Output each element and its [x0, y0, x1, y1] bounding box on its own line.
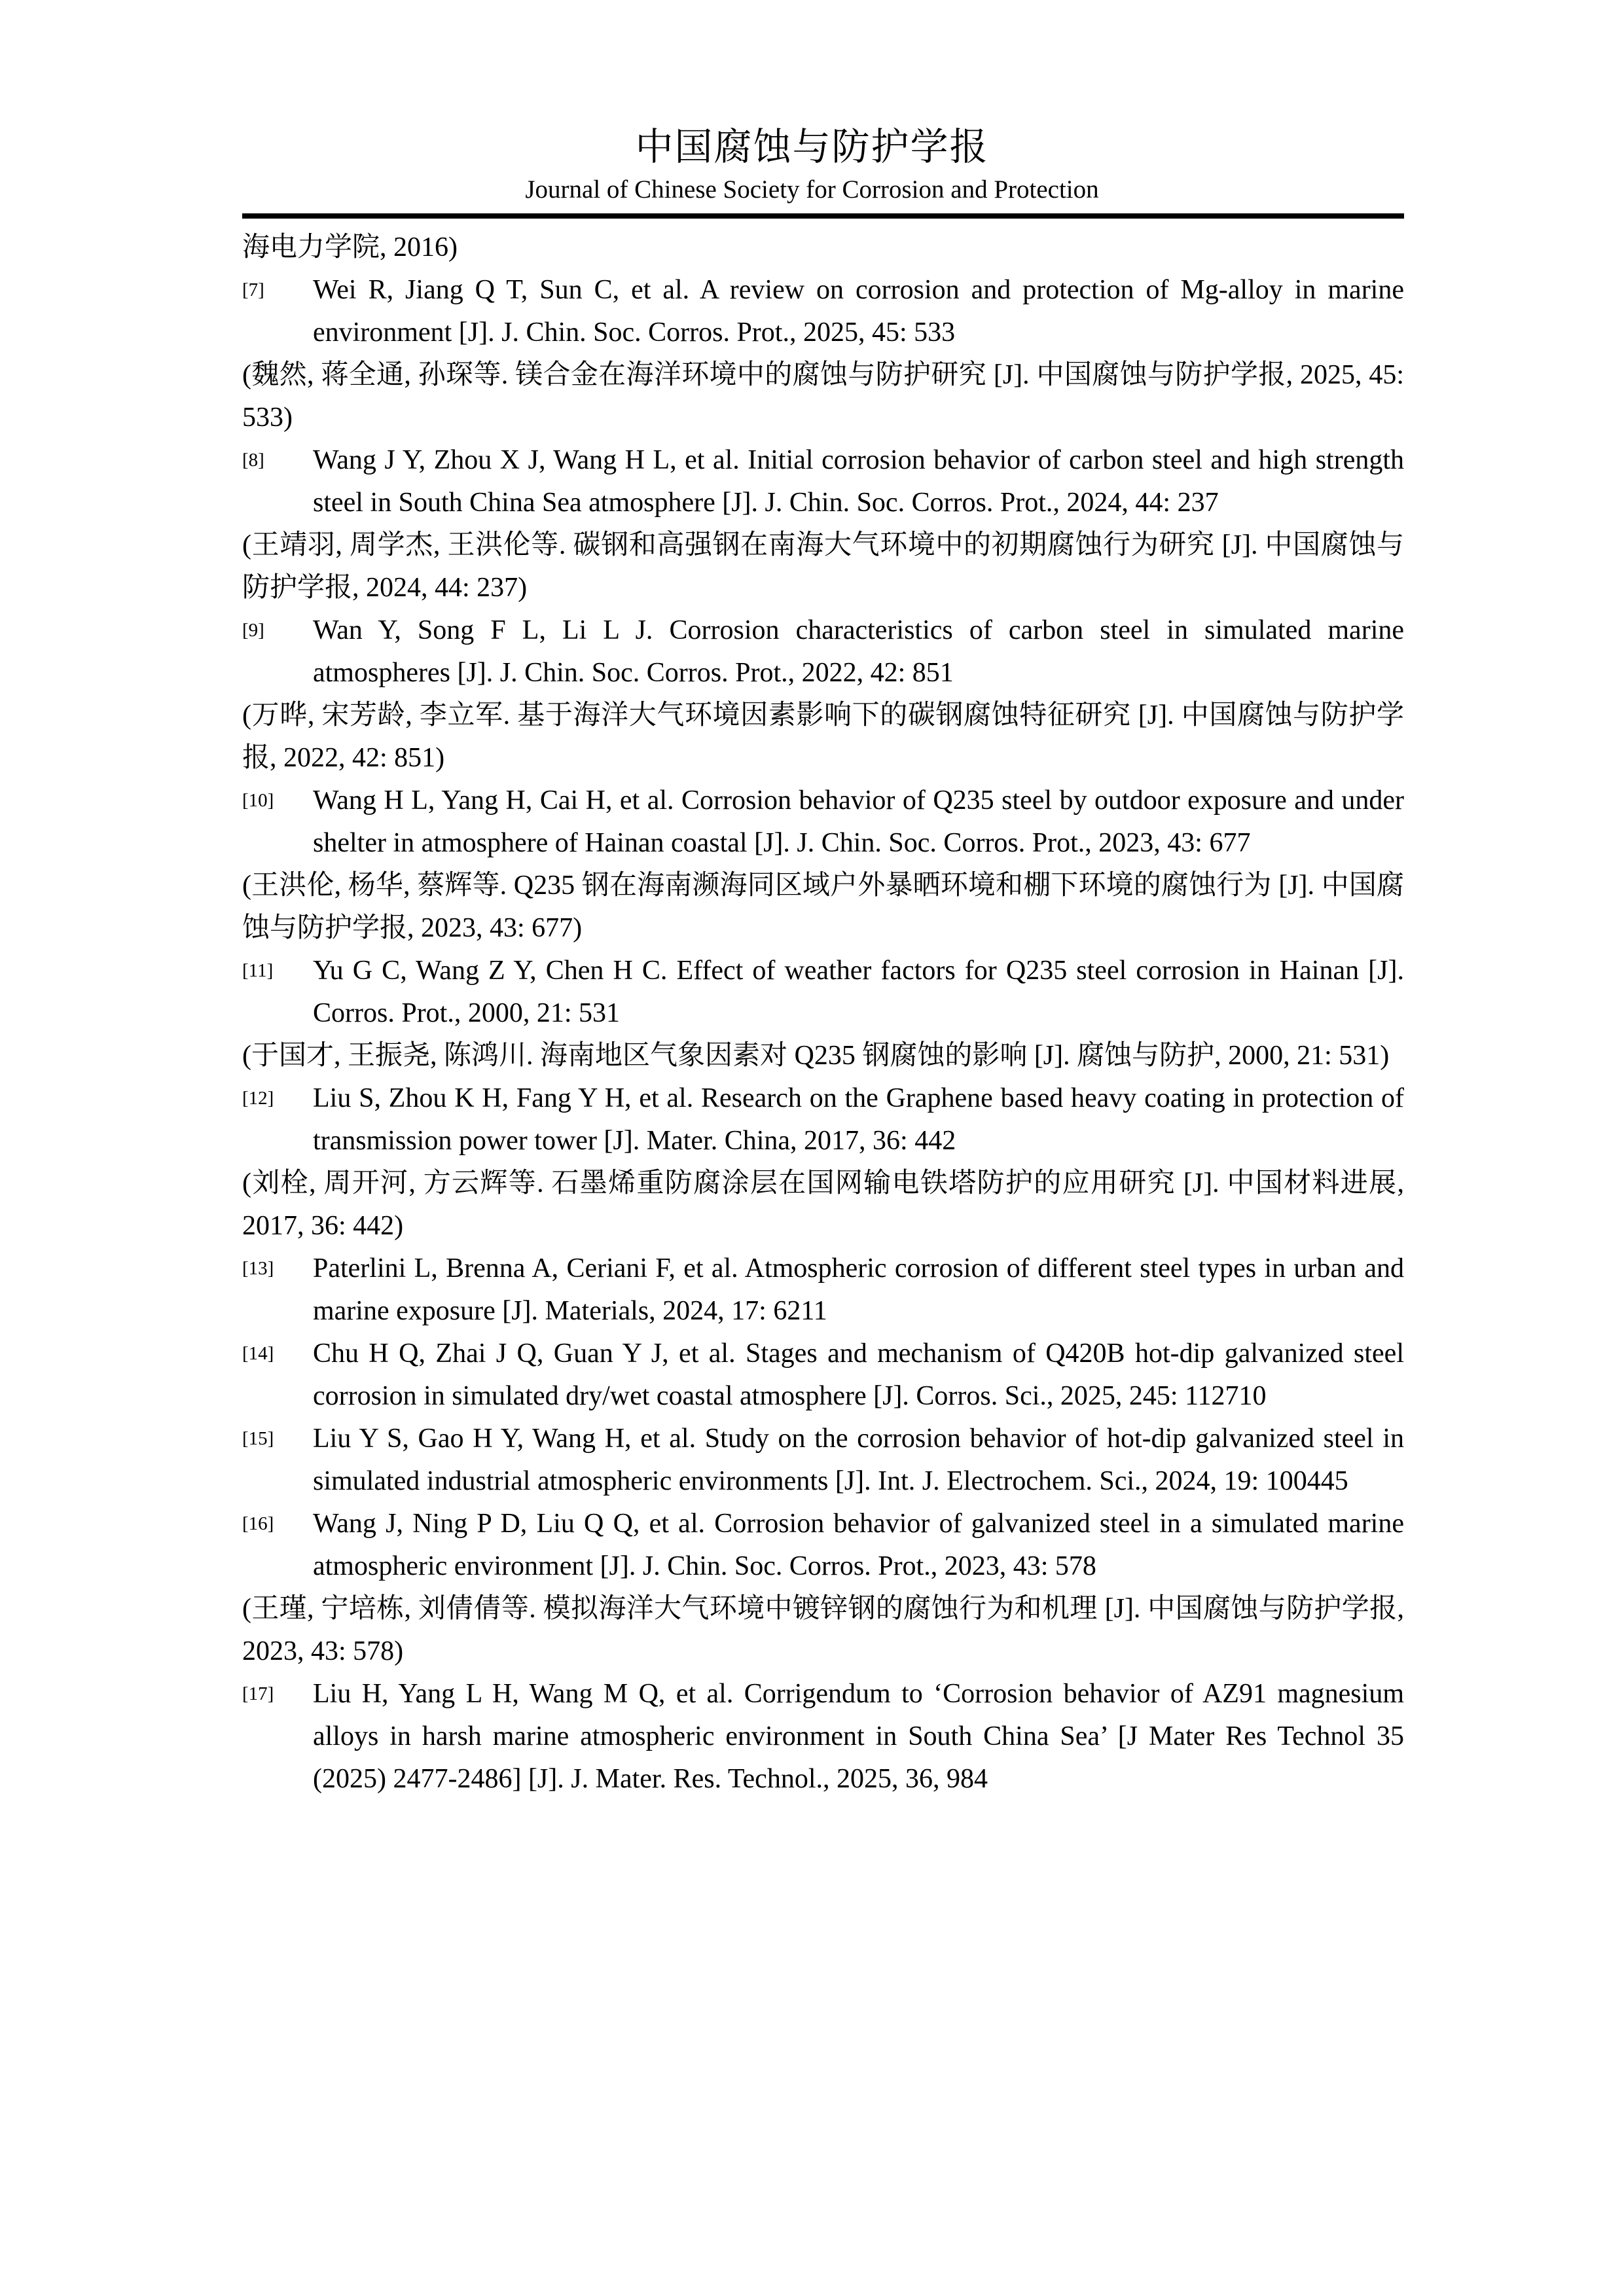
reference-number: [15] — [242, 1428, 274, 1449]
reference-number: [16] — [242, 1513, 274, 1534]
header-divider — [242, 213, 1404, 219]
reference-item-12 — [242, 1077, 1404, 1162]
reference-item-9 — [242, 609, 1404, 694]
reference-number: [9] — [242, 620, 264, 641]
reference-english-text: Liu Y S, Gao H Y, Wang H, et al. Study on the corrosion behavior of hot-dip galvanized steel in simulated industrial atmospheric environments [J]. Int. J. Electrochem. Sci., 2024, 19: 100445 — [313, 1424, 1404, 1496]
reference-chinese-text: (万晔, 宋芳龄, 李立军. 基于海洋大气环境因素影响下的碳钢腐蚀特征研究 [J]. 中国腐蚀与防护学报, 2022, 42: 851) — [242, 700, 1404, 773]
reference-chinese-text: (于国才, 王振尧, 陈鸿川. 海南地区气象因素对 Q235 钢腐蚀的影响 [J]. 腐蚀与防护, 2000, 21: 531) — [242, 1041, 1390, 1071]
journal-title-english: Journal of Chinese Society for Corrosion and Protection — [525, 175, 1099, 204]
reference-item-15 — [242, 1418, 1404, 1503]
reference-item-7 — [242, 269, 1404, 354]
reference-number: [8] — [242, 450, 264, 471]
reference-item-8 — [242, 439, 1404, 524]
reference-item-11 — [242, 950, 1404, 1035]
reference-item-13 — [242, 1247, 1404, 1333]
reference-english-text: Wei R, Jiang Q T, Sun C, et al. A review on corrosion and protection of Mg-alloy in marine environment [J]. J. Chin. Soc. Corros. Prot., 2025, 45: 533 — [313, 275, 1404, 348]
journal-title-chinese: 中国腐蚀与防护学报 — [635, 126, 989, 168]
reference-item-16 — [242, 1503, 1404, 1588]
reference-chinese-text: (刘栓, 周开河, 方云辉等. 石墨烯重防腐涂层在国网输电铁塔防护的应用研究 [J]. 中国材料进展, 2017, 36: 442) — [242, 1168, 1404, 1241]
reference-chinese-text: (魏然, 蒋全通, 孙琛等. 镁合金在海洋环境中的腐蚀与防护研究 [J]. 中国腐蚀与防护学报, 2025, 45: 533) — [242, 360, 1404, 433]
references-list — [242, 226, 1404, 1801]
reference-number: [14] — [242, 1343, 274, 1364]
continuation-line: 海电力学院, 2016) — [242, 232, 458, 262]
reference-english-text: Wang J, Ning P D, Liu Q Q, et al. Corrosion behavior of galvanized steel in a simulated marine atmospheric environment [J]. J. Chin. Soc. Corros. Prot., 2023, 43: 578 — [313, 1509, 1404, 1581]
page-header — [0, 0, 1624, 208]
reference-chinese-text: (王瑾, 宁培栋, 刘倩倩等. 模拟海洋大气环境中镀锌钢的腐蚀行为和机理 [J]. 中国腐蚀与防护学报, 2023, 43: 578) — [242, 1594, 1404, 1666]
reference-english-text: Wan Y, Song F L, Li L J. Corrosion characteristics of carbon steel in simulated marine atmospheres [J]. J. Chin. Soc. Corros. Prot., 2022, 42: 851 — [313, 615, 1404, 688]
reference-chinese-text: (王洪伦, 杨华, 蔡辉等. Q235 钢在海南濒海同区域户外暴晒环境和棚下环境的腐蚀行为 [J]. 中国腐蚀与防护学报, 2023, 43: 677) — [242, 870, 1404, 943]
reference-english-text: Wang H L, Yang H, Cai H, et al. Corrosion behavior of Q235 steel by outdoor exposure and under shelter in atmosphere of Hainan coastal [J]. J. Chin. Soc. Corros. Prot., 2023, 43: 677 — [313, 785, 1404, 858]
reference-english-text: Chu H Q, Zhai J Q, Guan Y J, et al. Stages and mechanism of Q420B hot-dip galvanized steel corrosion in simulated dry/wet coastal atmosphere [J]. Corros. Sci., 2025, 245: 112710 — [313, 1338, 1404, 1411]
reference-english-text: Paterlini L, Brenna A, Ceriani F, et al. Atmospheric corrosion of different steel types in urban and marine exposure [J]. Materials, 2024, 17: 6211 — [313, 1253, 1404, 1326]
reference-number: [12] — [242, 1088, 274, 1109]
reference-item-10 — [242, 780, 1404, 865]
reference-chinese-text: (王靖羽, 周学杰, 王洪伦等. 碳钢和高强钢在南海大气环境中的初期腐蚀行为研究 [J]. 中国腐蚀与防护学报, 2024, 44: 237) — [242, 530, 1404, 603]
reference-item-14 — [242, 1333, 1404, 1418]
reference-number: [13] — [242, 1258, 274, 1279]
reference-number: [10] — [242, 790, 274, 811]
reference-number: [7] — [242, 279, 264, 300]
reference-english-text: Wang J Y, Zhou X J, Wang H L, et al. Initial corrosion behavior of carbon steel and high strength steel in South China Sea atmosphere [J]. J. Chin. Soc. Corros. Prot., 2024, 44: 237 — [313, 445, 1404, 518]
reference-english-text: Yu G C, Wang Z Y, Chen H C. Effect of weather factors for Q235 steel corrosion in Hainan [J]. Corros. Prot., 2000, 21: 531 — [313, 956, 1404, 1028]
reference-english-text: Liu H, Yang L H, Wang M Q, et al. Corrigendum to ‘Corrosion behavior of AZ91 magnesium alloys in harsh marine atmospheric environment in South China Sea’ [J Mater Res Technol 35 (2025) 2477-2486] [J]. J. Mater. Res. Technol., 2025, 36, 984 — [313, 1679, 1404, 1794]
reference-english-text: Liu S, Zhou K H, Fang Y H, et al. Research on the Graphene based heavy coating in protection of transmission power tower [J]. Mater. China, 2017, 36: 442 — [313, 1083, 1404, 1156]
reference-number: [17] — [242, 1683, 274, 1704]
reference-item-17 — [242, 1673, 1404, 1801]
reference-number: [11] — [242, 960, 274, 981]
